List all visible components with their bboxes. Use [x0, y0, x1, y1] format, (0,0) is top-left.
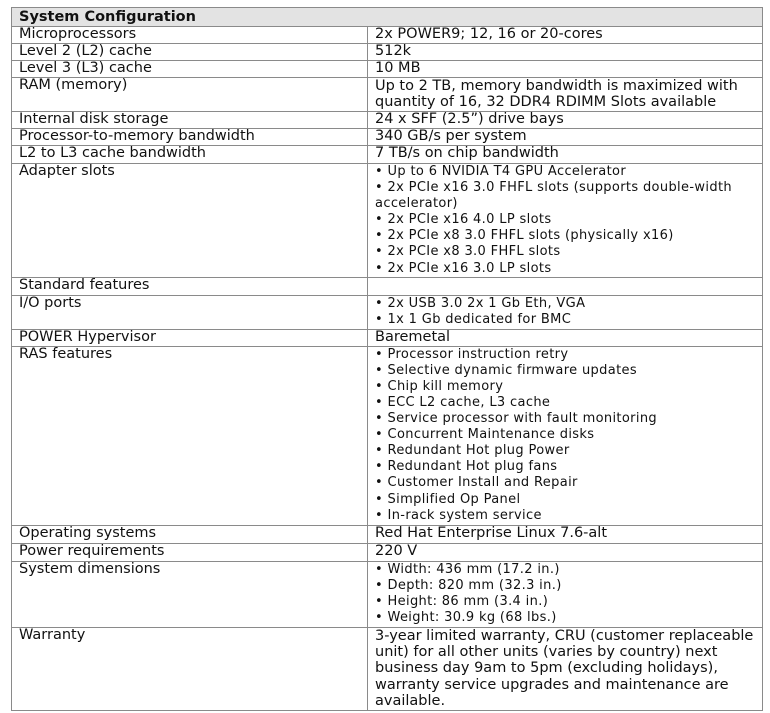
- bullet-list: [375, 347, 762, 524]
- row-label-operating-systems: Operating systems: [12, 525, 368, 543]
- bullet-icon: •: [375, 561, 384, 577]
- bullet-list-item: [375, 261, 762, 277]
- bullet-list-item: [375, 411, 762, 427]
- bullet-icon: •: [375, 378, 384, 394]
- bullet-icon: •: [375, 295, 384, 311]
- bullet-list-item: [375, 508, 762, 524]
- row-value-l2-to-l3-cache-bandwidth: 7 TB/s on chip bandwidth: [368, 146, 763, 164]
- bullet-text: 2x PCIe x8 3.0 FHFL slots (physically x16): [387, 228, 674, 244]
- bullet-icon: •: [375, 346, 384, 362]
- table-row: [12, 277, 763, 295]
- bullet-text: Redundant Hot plug fans: [387, 459, 558, 475]
- row-value-ras-features: [368, 346, 763, 525]
- row-label-warranty: Warranty: [12, 627, 368, 710]
- bullet-text: 2x USB 3.0 2x 1 Gb Eth, VGA: [387, 295, 586, 311]
- row-value-processor-to-memory-bandwidth: 340 GB/s per system: [368, 129, 763, 146]
- bullet-text: 2x PCIe x16 3.0 LP slots: [387, 260, 552, 276]
- table-row: [12, 627, 763, 710]
- bullet-list-item: [375, 312, 762, 328]
- bullet-text: 2x PCIe x8 3.0 FHFL slots: [387, 244, 561, 260]
- bullet-list: [375, 164, 762, 277]
- bullet-list-item: [375, 578, 762, 594]
- bullet-text: In-rack system service: [387, 507, 542, 523]
- row-value-level-3-l3-cache: 10 MB: [368, 61, 763, 78]
- bullet-icon: •: [375, 411, 384, 427]
- table-row: [12, 44, 763, 61]
- table-row: [12, 295, 763, 329]
- bullet-text: Up to 6 NVIDIA T4 GPU Accelerator: [387, 164, 627, 179]
- bullet-icon: •: [375, 164, 384, 179]
- bullet-list-item: [375, 363, 762, 379]
- bullet-icon: •: [375, 427, 384, 443]
- row-label-standard-features: Standard features: [12, 277, 368, 295]
- bullet-text: Customer Install and Repair: [387, 475, 578, 491]
- bullet-text: Redundant Hot plug Power: [387, 443, 570, 459]
- bullet-list-item: [375, 296, 762, 312]
- bullet-list-item: [375, 562, 762, 578]
- row-value-microprocessors: 2x POWER9; 12, 16 or 20-cores: [368, 27, 763, 44]
- bullet-icon: •: [375, 362, 384, 378]
- bullet-icon: •: [375, 459, 384, 475]
- row-value-ram-memory: Up to 2 TB, memory bandwidth is maximized with quantity of 16, 32 DDR4 RDIMM Slots available: [368, 78, 763, 112]
- table-row: [12, 346, 763, 525]
- bullet-text: Depth: 820 mm (32.3 in.): [387, 577, 562, 593]
- table-row: [12, 543, 763, 561]
- bullet-text: Selective dynamic firmware updates: [387, 362, 637, 378]
- table-title: System Configuration: [12, 8, 763, 27]
- row-label-adapter-slots: Adapter slots: [12, 164, 368, 278]
- table-row: [12, 61, 763, 78]
- row-value-standard-features: [368, 277, 763, 295]
- table-row: [12, 78, 763, 112]
- system-configuration-table: [11, 7, 763, 711]
- bullet-text: Concurrent Maintenance disks: [387, 427, 595, 443]
- bullet-icon: •: [375, 491, 384, 507]
- row-label-l2-to-l3-cache-bandwidth: L2 to L3 cache bandwidth: [12, 146, 368, 164]
- bullet-text: Processor instruction retry: [387, 346, 569, 362]
- bullet-text: Weight: 30.9 kg (68 lbs.): [387, 609, 557, 625]
- bullet-list-item: [375, 379, 762, 395]
- row-label-ras-features: RAS features: [12, 346, 368, 525]
- bullet-list-item: [375, 180, 762, 212]
- bullet-icon: •: [375, 244, 384, 260]
- bullet-list-item: [375, 610, 762, 626]
- row-label-system-dimensions: System dimensions: [12, 561, 368, 627]
- table-row: [12, 164, 763, 278]
- row-value-i-o-ports: [368, 295, 763, 329]
- bullet-text: Simplified Op Panel: [387, 491, 521, 507]
- bullet-list-item: [375, 395, 762, 411]
- bullet-text: Service processor with fault monitoring: [387, 411, 658, 427]
- bullet-list: [375, 562, 762, 626]
- row-label-level-2-l2-cache: Level 2 (L2) cache: [12, 44, 368, 61]
- bullet-icon: •: [375, 507, 384, 523]
- bullet-list-item: [375, 594, 762, 610]
- bullet-icon: •: [375, 394, 384, 410]
- bullet-text: Width: 436 mm (17.2 in.): [387, 561, 560, 577]
- bullet-icon: •: [375, 180, 384, 196]
- bullet-icon: •: [375, 475, 384, 491]
- bullet-list-item: [375, 492, 762, 508]
- table-row: [12, 561, 763, 627]
- bullet-list-item: [375, 212, 762, 228]
- row-value-operating-systems: Red Hat Enterprise Linux 7.6-alt: [368, 525, 763, 543]
- row-label-processor-to-memory-bandwidth: Processor-to-memory bandwidth: [12, 129, 368, 146]
- table-row: [12, 129, 763, 146]
- bullet-list-item: [375, 475, 762, 491]
- bullet-icon: •: [375, 577, 384, 593]
- bullet-list-item: [375, 443, 762, 459]
- table-row: [12, 27, 763, 44]
- row-value-system-dimensions: [368, 561, 763, 627]
- row-value-internal-disk-storage: 24 x SFF (2.5”) drive bays: [368, 112, 763, 129]
- row-value-adapter-slots: [368, 164, 763, 278]
- bullet-icon: •: [375, 228, 384, 244]
- bullet-text: Chip kill memory: [387, 378, 504, 394]
- bullet-list-item: [375, 228, 762, 244]
- bullet-icon: •: [375, 593, 384, 609]
- row-label-i-o-ports: I/O ports: [12, 295, 368, 329]
- row-value-power-requirements: 220 V: [368, 543, 763, 561]
- row-value-warranty: 3-year limited warranty, CRU (customer replaceable unit) for all other units (varies by country) next business day 9am to 5pm (excluding holidays), warranty service upgrades and maintenance are available.: [368, 627, 763, 710]
- bullet-icon: •: [375, 443, 384, 459]
- bullet-icon: •: [375, 609, 384, 625]
- row-label-internal-disk-storage: Internal disk storage: [12, 112, 368, 129]
- bullet-icon: •: [375, 260, 384, 276]
- table-row: [12, 112, 763, 129]
- bullet-text: 1x 1 Gb dedicated for BMC: [387, 311, 572, 327]
- bullet-list-item: [375, 459, 762, 475]
- table-body: [12, 8, 763, 711]
- table-title-row: [12, 8, 763, 27]
- bullet-list-item: [375, 164, 762, 180]
- bullet-list: [375, 296, 762, 328]
- row-label-power-requirements: Power requirements: [12, 543, 368, 561]
- bullet-list-item: [375, 244, 762, 260]
- bullet-text: ECC L2 cache, L3 cache: [387, 394, 551, 410]
- row-value-level-2-l2-cache: 512k: [368, 44, 763, 61]
- bullet-text: Height: 86 mm (3.4 in.): [387, 593, 549, 609]
- bullet-list-item: [375, 427, 762, 443]
- bullet-text: 2x PCIe x16 3.0 FHFL slots (supports double-width accelerator): [375, 180, 732, 212]
- table-row: [12, 525, 763, 543]
- bullet-icon: •: [375, 311, 384, 327]
- row-label-microprocessors: Microprocessors: [12, 27, 368, 44]
- row-value-power-hypervisor: Baremetal: [368, 329, 763, 346]
- bullet-list-item: [375, 347, 762, 363]
- bullet-text: 2x PCIe x16 4.0 LP slots: [387, 212, 552, 228]
- row-label-level-3-l3-cache: Level 3 (L3) cache: [12, 61, 368, 78]
- row-label-power-hypervisor: POWER Hypervisor: [12, 329, 368, 346]
- bullet-icon: •: [375, 212, 384, 228]
- row-label-ram-memory: RAM (memory): [12, 78, 368, 112]
- table-row: [12, 329, 763, 346]
- table-row: [12, 146, 763, 164]
